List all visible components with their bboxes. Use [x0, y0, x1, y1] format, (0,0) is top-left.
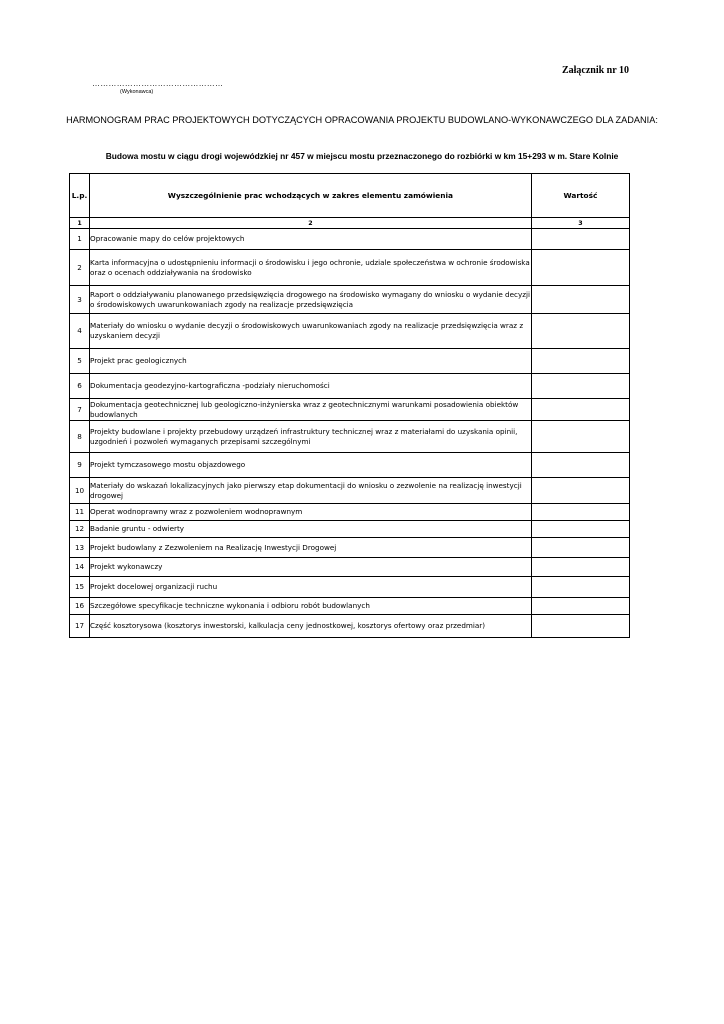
table-row — [70, 314, 630, 349]
row-description: Operat wodnoprawny wraz z pozwoleniem wodnoprawnym — [90, 504, 532, 521]
table-row — [70, 615, 630, 638]
row-lp: 13 — [70, 538, 90, 558]
document-title: HARMONOGRAM PRAC PROJEKTOWYCH DOTYCZĄCYCH OPRACOWANIA PROJEKTU BUDOWLANO-WYKONAWCZEGO DLA ZADANIA: — [66, 115, 658, 125]
row-description: Badanie gruntu - odwierty — [90, 521, 532, 538]
row-lp: 7 — [70, 399, 90, 421]
row-value — [531, 421, 629, 453]
row-lp: 15 — [70, 577, 90, 598]
row-description: Opracowanie mapy do celów projektowych — [90, 229, 532, 250]
row-value — [531, 349, 629, 374]
row-description: Szczegółowe specyfikacje techniczne wykonania i odbioru robót budowlanych — [90, 598, 532, 615]
row-description: Dokumentacja geodezyjno-kartograficzna -podziały nieruchomości — [90, 374, 532, 399]
row-lp: 10 — [70, 478, 90, 504]
column-number-row — [70, 218, 630, 229]
row-value — [531, 615, 629, 638]
row-description: Materiały do wniosku o wydanie decyzji o środowiskowych uwarunkowaniach zgody na realizacje przedsięwzięcia wraz z uzyskaniem decyzji — [90, 314, 532, 349]
table-row — [70, 374, 630, 399]
task-title: Budowa mostu w ciągu drogi wojewódzkiej nr 457 w miejscu mostu przeznaczonego do rozbiórki w km 15+293 w m. Stare Kolnie — [105, 151, 619, 161]
contractor-label: (Wykonawca) — [120, 89, 154, 95]
row-description: Projekt docelowej organizacji ruchu — [90, 577, 532, 598]
schedule-table — [69, 173, 630, 638]
row-value — [531, 229, 629, 250]
table-row — [70, 349, 630, 374]
row-lp: 8 — [70, 421, 90, 453]
table-row — [70, 286, 630, 314]
row-lp: 4 — [70, 314, 90, 349]
row-value — [531, 399, 629, 421]
column-number: 2 — [90, 218, 532, 229]
table-row — [70, 478, 630, 504]
table-row — [70, 538, 630, 558]
table-row — [70, 250, 630, 286]
row-lp: 5 — [70, 349, 90, 374]
table-row — [70, 453, 630, 478]
row-value — [531, 250, 629, 286]
row-lp: 6 — [70, 374, 90, 399]
row-description: Projekt tymczasowego mostu objazdowego — [90, 453, 532, 478]
table-row — [70, 598, 630, 615]
column-number: 1 — [70, 218, 90, 229]
annex-label: Załącznik nr 10 — [561, 65, 629, 76]
table-row — [70, 558, 630, 577]
table-row — [70, 577, 630, 598]
table-header — [70, 174, 630, 229]
row-description: Dokumentacja geotechnicznej lub geologiczno-inżynierska wraz z geotechnicznymi warunkami posadowienia obiektów budowlanych — [90, 399, 532, 421]
row-value — [531, 521, 629, 538]
row-lp: 16 — [70, 598, 90, 615]
header-description: Wyszczególnienie prac wchodzących w zakres elementu zamówienia — [90, 174, 532, 218]
row-value — [531, 286, 629, 314]
table-row — [70, 421, 630, 453]
row-value — [531, 374, 629, 399]
row-lp: 14 — [70, 558, 90, 577]
row-value — [531, 538, 629, 558]
row-lp: 9 — [70, 453, 90, 478]
row-value — [531, 558, 629, 577]
row-value — [531, 453, 629, 478]
table-row — [70, 504, 630, 521]
column-number: 3 — [531, 218, 629, 229]
row-value — [531, 598, 629, 615]
row-description: Część kosztorysowa (kosztorys inwestorski, kalkulacja ceny jednostkowej, kosztorys ofertowy oraz przedmiar) — [90, 615, 532, 638]
row-lp: 2 — [70, 250, 90, 286]
table-row — [70, 229, 630, 250]
row-description: Projekty budowlane i projekty przebudowy urządzeń infrastruktury technicznej wraz z materiałami do uzyskania opinii, uzgodnień i pozwoleń wymaganych przepisami szczególnymi — [90, 421, 532, 453]
row-value — [531, 478, 629, 504]
row-description: Projekt wykonawczy — [90, 558, 532, 577]
row-description: Karta informacyjna o udostępnieniu informacji o środowisku i jego ochronie, udziale społeczeństwa w ochronie środowiska oraz o ocenach oddziaływania na środowisko — [90, 250, 532, 286]
row-description: Materiały do wskazań lokalizacyjnych jako pierwszy etap dokumentacji do wniosku o zezwolenie na realizację inwestycji drogowej — [90, 478, 532, 504]
row-description: Raport o oddziaływaniu planowanego przedsięwzięcia drogowego na środowisko wymagany do wniosku o wydanie decyzji o środowiskowych uwarunkowaniach zgody na realizacje przedsięwzięcia — [90, 286, 532, 314]
row-description: Projekt budowlany z Zezwoleniem na Realizację Inwestycji Drogowej — [90, 538, 532, 558]
row-lp: 17 — [70, 615, 90, 638]
row-lp: 3 — [70, 286, 90, 314]
row-lp: 1 — [70, 229, 90, 250]
row-lp: 11 — [70, 504, 90, 521]
header-value: Wartość — [531, 174, 629, 218]
row-lp: 12 — [70, 521, 90, 538]
header-lp: L.p. — [70, 174, 90, 218]
row-value — [531, 314, 629, 349]
row-description: Projekt prac geologicznych — [90, 349, 532, 374]
contractor-signature-line: ………………………………………… — [92, 79, 224, 88]
table-row — [70, 521, 630, 538]
row-value — [531, 504, 629, 521]
row-value — [531, 577, 629, 598]
table-row — [70, 399, 630, 421]
table-body — [70, 229, 630, 638]
